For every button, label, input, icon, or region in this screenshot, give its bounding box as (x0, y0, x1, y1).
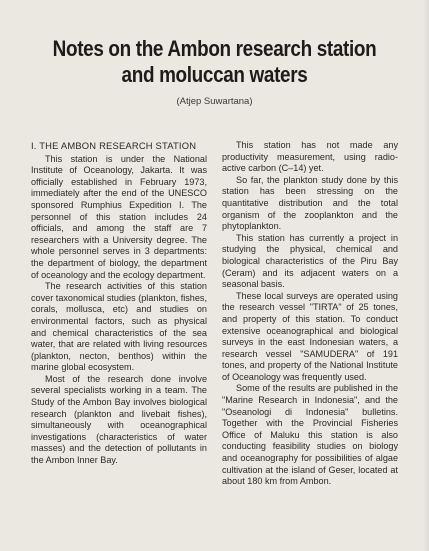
paragraph: This station has not made any productivity measurement, using radio-active carbon (C–14) yet. (222, 140, 398, 174)
paragraph: Some of the results are published in the "Marine Research in Indonesia", and the "Oseanologi di Indonesia" bulletins. Together with the Provincial Fisheries Office of Maluku this station is also conducting feasibility studies on biology and oceanography for possibilities of algae cultivation at the island of Geser, located at about 180 km from Ambon. (222, 383, 398, 487)
paragraph: Most of the research done involve several specialists working in a team. The Study of the Ambon Bay involves biological research (plankton and livebait fishes), simultaneously with oceanographical investigations (characteristics of water masses) and the detection of pollutants in the Ambon Inner Bay. (31, 373, 207, 466)
title-line-2: and moluccan waters (121, 62, 308, 87)
paragraph: This station is under the National Institute of Oceanology, Jakarta. It was officially established in February 1973, immediately after the end of the UNESCO sponsored Rumphius Expedition I. The personnel of this station includes 24 officials, and among the staff are 7 researchers with a University degree. The whole personnel serves in 3 departments: the department of biology, the department of oceanology and the ecology department. (31, 153, 207, 280)
title-line-1: Notes on the Ambon research station (52, 36, 377, 61)
left-column (31, 140, 207, 467)
article-title (30, 36, 399, 88)
right-column (222, 140, 398, 488)
section-heading: I. THE AMBON RESEARCH STATION (31, 140, 197, 151)
page-edge-shadow (423, 0, 429, 551)
paragraph: These local surveys are operated using the research vessel "TIRTA" of 25 tones, and property of this station. To conduct extensive oceanographical and biological surveys in the east Indonesian waters, a research vessel "SAMUDERA" of 191 tones, and property of the National Institute of Oceanology was frequently used. (222, 290, 398, 382)
paragraph: So far, the plankton study done by this station has been stressing on the quantitative distribution and the total organism of the zooplankton and the phytoplankton. (222, 174, 398, 232)
article-author: (Atjep Suwartana) (176, 96, 253, 107)
paragraph: The research activities of this station cover taxonomical studies (plankton, fishes, corals, mollusca, etc) and studies on environmental factors, such as physical and chemical characteristics of the sea water, that are related with living resources (plankton, necton, benthos) within the marine global ecosystem. (31, 281, 207, 373)
paragraph: This station has currently a project in studying the physical, chemical and biological characteristics of the Piru Bay (Ceram) and its adjacent waters on a seasonal basis. (222, 232, 398, 290)
